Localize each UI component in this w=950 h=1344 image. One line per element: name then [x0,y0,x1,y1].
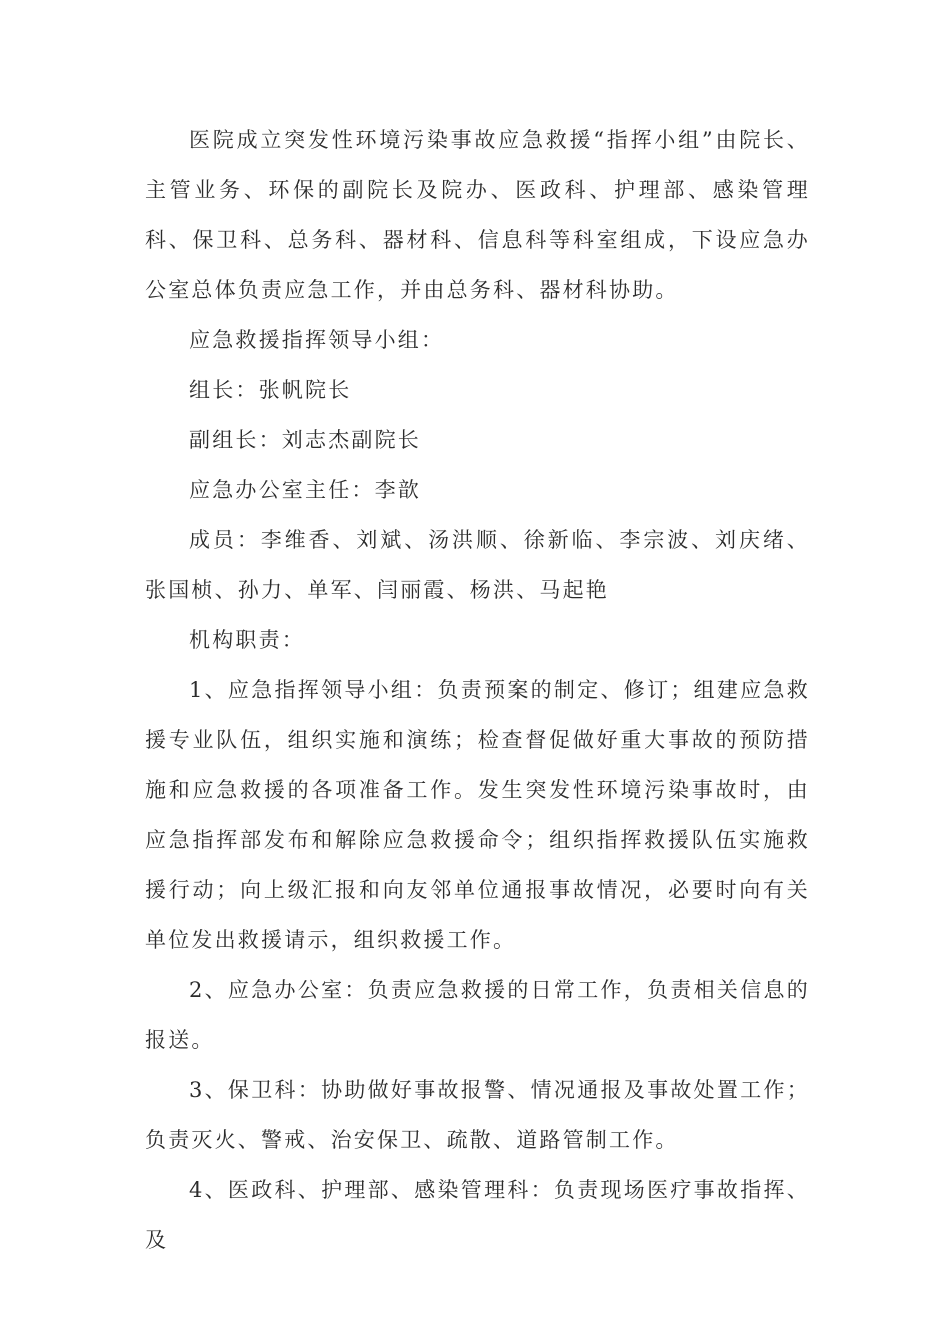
paragraph-leading-group-heading: 应急救援指挥领导小组： [189,328,445,352]
paragraph-deputy-leader: 副组长：刘志杰副院长 [189,428,421,452]
paragraph-duty-1: 1、应急指挥领导小组：负责预案的制定、修订；组建应急救援专业队伍，组织实施和演练；检查督促做好重大事故的预防措施和应急救援的各项准备工作。发生突发性环境污染事故时，由应急指挥部发布和解除应急救援命令；组织指挥救援队伍实施救援行动；向上级汇报和向友邻单位通报事故情况，必要时向有关单位发出救援请示，组织救援工作。 [145,678,810,952]
paragraph-duty-3: 3、保卫科：协助做好事故报警、情况通报及事故处置工作；负责灭火、警戒、治安保卫、疏散、道路管制工作。 [145,1078,810,1152]
paragraph-group-leader: 组长：张帆院长 [189,378,352,402]
paragraph-intro: 医院成立突发性环境污染事故应急救援“指挥小组”由院长、主管业务、环保的副院长及院办、医政科、护理部、感染管理科、保卫科、总务科、器材科、信息科等科室组成，下设应急办公室总体负责应急工作，并由总务科、器材科协助。 [145,128,810,302]
paragraph-members: 成员：李维香、刘斌、汤洪顺、徐新临、李宗波、刘庆绪、张国桢、孙力、单军、闫丽霞、杨洪、马起艳 [145,528,810,602]
document-body [145,115,810,1265]
paragraph-office-director: 应急办公室主任：李歆 [189,478,421,502]
paragraph-duty-4: 4、医政科、护理部、感染管理科：负责现场医疗事故指挥、及 [145,1178,810,1252]
paragraph-duties-heading: 机构职责： [189,628,305,652]
paragraph-duty-2: 2、应急办公室：负责应急救援的日常工作，负责相关信息的报送。 [145,978,810,1052]
